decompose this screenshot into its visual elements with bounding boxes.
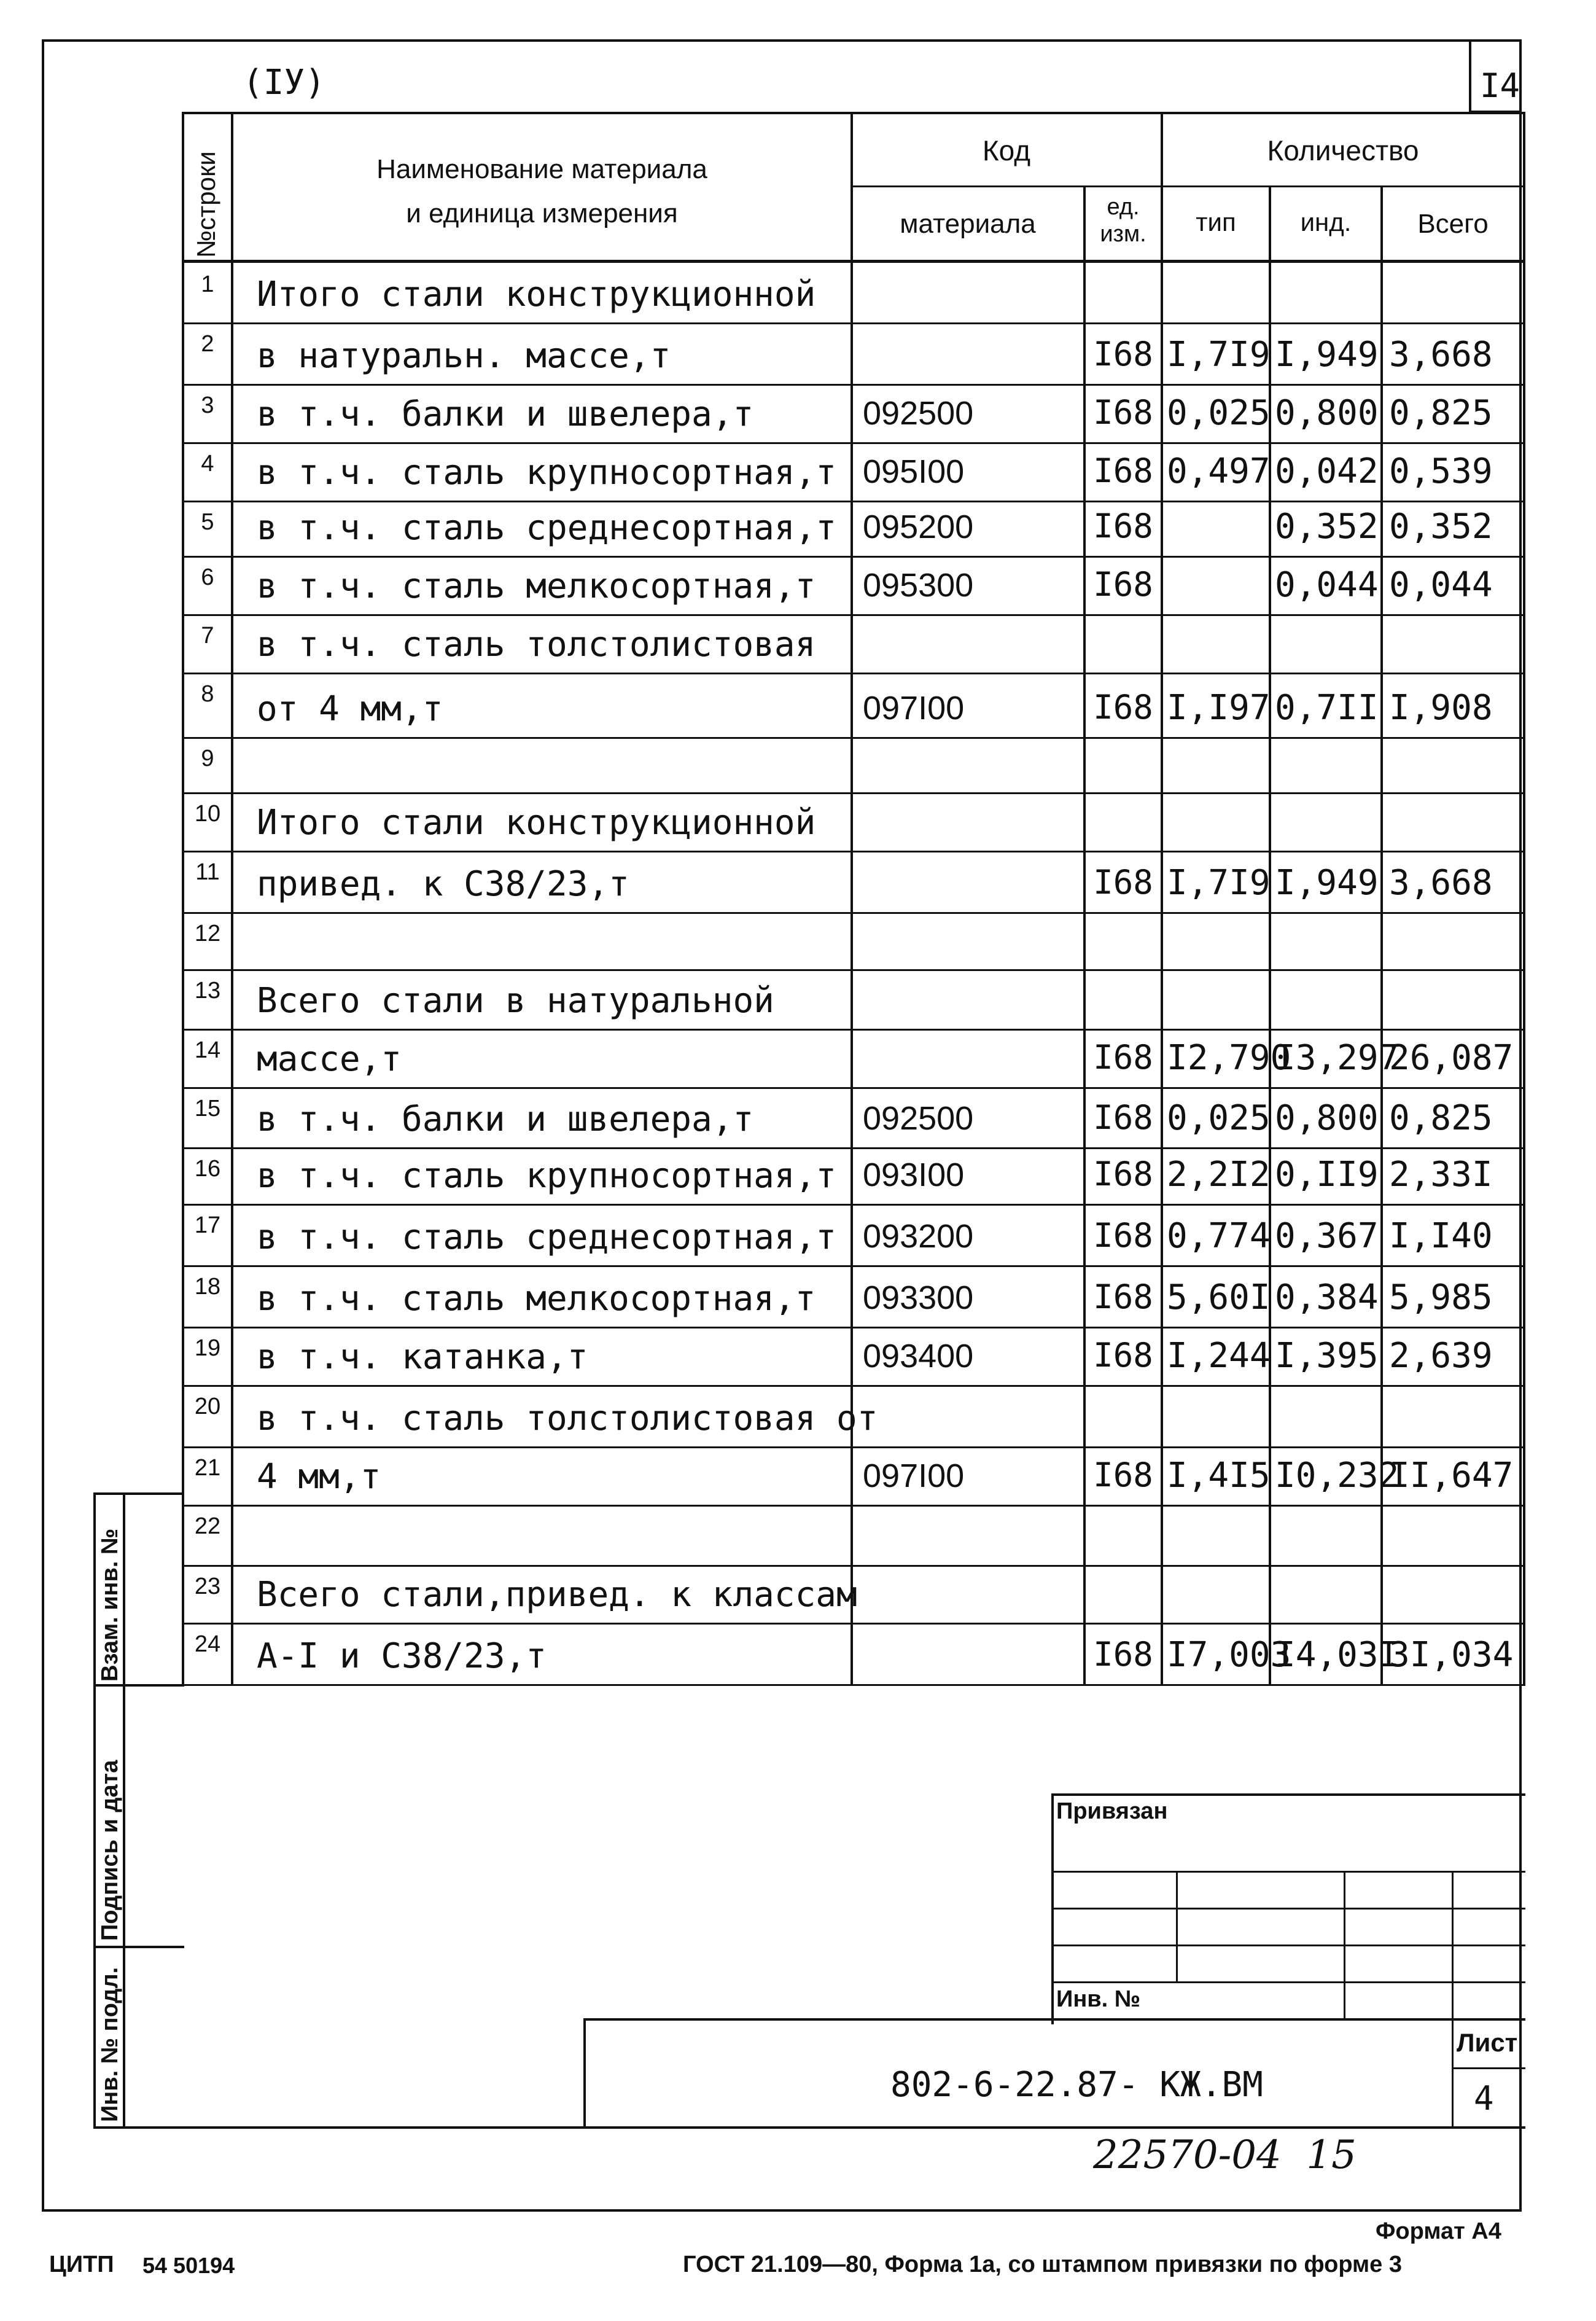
header-mid (851, 185, 1525, 187)
row-material-name: А-I и С38/23,т (257, 1636, 547, 1676)
row-separator (182, 442, 1525, 444)
row-qty-total: 3I,034 (1389, 1635, 1514, 1675)
stamp-h4 (1051, 1981, 1525, 1983)
row-qty-total: 0,825 (1389, 1098, 1493, 1138)
row-qty-type: 0,497 (1167, 451, 1271, 491)
row-number: 3 (201, 392, 214, 418)
row-qty-total: 0,352 (1389, 507, 1493, 547)
row-material-name: в т.ч. сталь среднесортная,т (257, 1217, 837, 1257)
row-number: 14 (194, 1037, 221, 1063)
header-row-number: №строки (192, 151, 220, 258)
row-material-code: 093400 (863, 1338, 974, 1375)
row-qty-ind: 0,800 (1275, 393, 1379, 433)
row-qty-type: 0,025 (1167, 393, 1271, 433)
row-number: 23 (194, 1574, 221, 1599)
row-number: 22 (194, 1513, 221, 1539)
row-unit-code: I68 (1093, 335, 1153, 373)
row-number: 18 (194, 1274, 221, 1300)
header-code-material: материала (900, 209, 1036, 239)
row-material-code: 092500 (863, 1100, 974, 1137)
row-material-name: массе,т (257, 1039, 402, 1079)
row-number: 8 (201, 681, 214, 707)
row-qty-total: 2,639 (1389, 1336, 1493, 1376)
header-qty-type: тип (1196, 208, 1236, 236)
side-line-2 (93, 1946, 184, 1948)
main-stamp-top (583, 2018, 1525, 2021)
row-number: 9 (201, 746, 214, 771)
row-material-name: в т.ч. сталь толстолистовая от (257, 1398, 878, 1438)
row-qty-total: I,908 (1389, 688, 1493, 728)
header-bottom (182, 260, 1525, 263)
row-number: 6 (201, 564, 214, 590)
row-material-name: в натуральн. массе,т (257, 336, 671, 376)
row-material-code: 095300 (863, 567, 974, 604)
row-separator (182, 912, 1525, 914)
row-unit-code: I68 (1093, 1336, 1153, 1375)
row-separator (182, 1029, 1525, 1031)
row-separator (182, 969, 1525, 971)
row-number: 5 (201, 509, 214, 535)
stamp-line-top (1051, 1793, 1525, 1796)
side-line-top (93, 1492, 184, 1495)
list-divider (1452, 2067, 1525, 2069)
stamp-h2 (1051, 1908, 1525, 1909)
row-material-name: в т.ч. сталь крупносортная,т (257, 453, 837, 493)
row-unit-code: I68 (1093, 565, 1153, 604)
row-material-name: Итого стали конструкционной (257, 275, 816, 314)
footer-gost: ГОСТ 21.109—80, Форма 1а, со штампом привязки по форме 3 (683, 2252, 1402, 2277)
label-podpis-data: Подпись и дата (97, 1760, 123, 1941)
stamp-h3 (1051, 1945, 1525, 1946)
row-number: 15 (194, 1096, 221, 1121)
main-stamp-left (583, 2018, 586, 2129)
row-qty-type: I,4I5 (1167, 1456, 1271, 1496)
row-qty-type: I,7I9 (1167, 863, 1271, 903)
row-separator (182, 1565, 1525, 1567)
row-separator (182, 1385, 1525, 1387)
row-material-name: в т.ч. сталь мелкосортная,т (257, 1279, 816, 1319)
row-number: 20 (194, 1394, 221, 1419)
row-qty-ind: 0,II9 (1275, 1155, 1379, 1195)
row-separator (182, 673, 1525, 674)
row-qty-type: I,244 (1167, 1336, 1271, 1376)
row-qty-type: I,7I9 (1167, 335, 1271, 375)
row-qty-ind: 0,042 (1275, 451, 1379, 491)
row-material-name: Итого стали конструкционной (257, 803, 816, 843)
row-qty-ind: I,949 (1275, 335, 1379, 375)
row-material-name: в т.ч. сталь мелкосортная,т (257, 566, 816, 606)
stamp-inv-no: Инв. № (1056, 1986, 1141, 2012)
label-vzam-inv: Взам. инв. № (97, 1528, 123, 1682)
col-line-code-left (851, 112, 853, 1684)
stamp-h1 (1051, 1871, 1525, 1873)
row-material-name: в т.ч. сталь толстолистовая (257, 625, 816, 665)
header-name: Наименование материала и единица измерения (376, 154, 707, 228)
row-separator (182, 792, 1525, 794)
row-qty-type: 5,60I (1167, 1278, 1271, 1317)
row-material-code: 095I00 (863, 453, 965, 490)
row-separator (182, 322, 1525, 324)
footer-org: ЦИТП (49, 2252, 114, 2277)
row-qty-ind: 0,352 (1275, 507, 1379, 547)
row-material-name: в т.ч. сталь крупносортная,т (257, 1156, 837, 1196)
row-qty-total: 0,044 (1389, 565, 1493, 605)
row-qty-ind: 0,367 (1275, 1216, 1379, 1256)
row-number: 10 (194, 801, 221, 827)
row-material-code: 093200 (863, 1218, 974, 1255)
row-unit-code: I68 (1093, 1216, 1153, 1255)
row-qty-total: II,647 (1389, 1456, 1514, 1496)
row-qty-type: I7,003 (1167, 1635, 1291, 1675)
row-qty-total: 2,33I (1389, 1155, 1493, 1195)
row-material-name: Всего стали в натуральной (257, 981, 774, 1021)
row-qty-ind: I4,03I (1275, 1635, 1399, 1675)
row-qty-ind: 0,800 (1275, 1098, 1379, 1138)
row-separator (182, 1505, 1525, 1507)
row-separator (182, 1684, 1525, 1686)
label-inv-podl: Инв. № подл. (97, 1967, 123, 2122)
row-qty-type: 0,774 (1167, 1216, 1271, 1256)
row-unit-code: I68 (1093, 1278, 1153, 1316)
frame-bottom (42, 2209, 1522, 2212)
row-qty-total: 0,825 (1389, 393, 1493, 433)
row-unit-code: I68 (1093, 688, 1153, 727)
row-material-name: от 4 мм,т (257, 689, 443, 729)
row-separator (182, 614, 1525, 616)
stamp-v2 (1344, 1871, 1345, 2018)
frame-top (42, 39, 1522, 42)
row-number: 1 (201, 271, 214, 297)
header-code-unit: ед. изм. (1100, 194, 1146, 247)
row-material-name: в т.ч. балки и швелера,т (257, 1099, 754, 1139)
corner-mark: (IУ) (243, 63, 325, 103)
stamp-v3 (1452, 1871, 1454, 2129)
row-separator (182, 851, 1525, 852)
row-unit-code: I68 (1093, 1635, 1153, 1674)
row-separator (182, 501, 1525, 502)
row-qty-total: 5,985 (1389, 1278, 1493, 1317)
row-separator (182, 737, 1525, 739)
col-line-name-left (231, 112, 233, 1684)
row-material-code: 095200 (863, 509, 974, 545)
row-qty-total: 0,539 (1389, 451, 1493, 491)
row-unit-code: I68 (1093, 1456, 1153, 1494)
row-qty-ind: 0,384 (1275, 1278, 1379, 1317)
frame-right (1519, 39, 1522, 2212)
row-material-code: 097I00 (863, 1457, 965, 1494)
row-number: 21 (194, 1455, 221, 1481)
row-qty-ind: I,949 (1275, 863, 1379, 903)
row-unit-code: I68 (1093, 507, 1153, 545)
row-material-name: привед. к С38/23,т (257, 864, 629, 904)
row-qty-ind: 0,7II (1275, 688, 1379, 728)
header-top (182, 112, 1525, 114)
row-unit-code: I68 (1093, 451, 1153, 490)
stamp-designation: 802-6-22.87- КЖ.ВМ (890, 2065, 1263, 2105)
row-qty-type: I,I97 (1167, 688, 1271, 728)
row-number: 13 (194, 978, 221, 1004)
row-number: 24 (194, 1631, 221, 1657)
row-number: 11 (195, 859, 220, 885)
row-material-code: 093I00 (863, 1157, 965, 1193)
row-number: 19 (194, 1335, 221, 1361)
header-code: Код (982, 135, 1031, 166)
row-qty-total: I,I40 (1389, 1216, 1493, 1256)
row-material-name: 4 мм,т (257, 1457, 381, 1497)
page-number: I4 (1480, 66, 1520, 105)
row-qty-total: 26,087 (1389, 1038, 1514, 1078)
stamp-v1 (1176, 1871, 1178, 1981)
stamp-list-label: Лист (1457, 2028, 1518, 2057)
handwritten-note: 22570-04 15 (1093, 2132, 1357, 2178)
stamp-privyazan: Привязан (1056, 1798, 1168, 1824)
side-line-a (93, 1492, 96, 2128)
row-material-code: 097I00 (863, 690, 965, 727)
stamp-list-value: 4 (1474, 2079, 1494, 2118)
stamp-bottom (182, 2126, 1525, 2129)
row-separator (182, 1204, 1525, 1206)
row-qty-ind: I,395 (1275, 1336, 1379, 1376)
row-qty-type: 2,2I2 (1167, 1155, 1271, 1195)
row-number: 4 (201, 451, 214, 477)
row-material-name: в т.ч. катанка,т (257, 1337, 588, 1377)
row-unit-code: I68 (1093, 1155, 1153, 1193)
header-qty: Количество (1267, 135, 1419, 166)
row-separator (182, 384, 1525, 386)
row-material-code: 092500 (863, 395, 974, 432)
footer-org-code: 54 50194 (142, 2253, 235, 2278)
row-qty-ind: I0,232 (1275, 1456, 1399, 1496)
row-separator (182, 556, 1525, 558)
row-number: 7 (201, 623, 214, 649)
col-line-right (1523, 112, 1525, 1684)
row-unit-code: I68 (1093, 393, 1153, 432)
header-qty-ind: инд. (1300, 208, 1352, 236)
header-qty-total: Всего (1417, 209, 1489, 239)
row-material-code: 093300 (863, 1279, 974, 1316)
row-separator (182, 1623, 1525, 1625)
row-number: 2 (201, 331, 214, 357)
row-qty-total: 3,668 (1389, 863, 1493, 903)
row-qty-ind: 0,044 (1275, 565, 1379, 605)
row-separator (182, 1327, 1525, 1328)
row-qty-total: 3,668 (1389, 335, 1493, 375)
row-qty-ind: I3,297 (1275, 1038, 1399, 1078)
frame-left (42, 39, 44, 2212)
row-unit-code: I68 (1093, 1038, 1153, 1077)
row-separator (182, 1147, 1525, 1149)
side-line-1 (93, 1684, 184, 1687)
row-separator (182, 1087, 1525, 1089)
row-qty-type: 0,025 (1167, 1098, 1271, 1138)
row-number: 16 (194, 1156, 221, 1182)
side-line-bottom (93, 2126, 184, 2129)
row-material-name: в т.ч. сталь среднесортная,т (257, 508, 837, 548)
row-material-name: в т.ч. балки и швелера,т (257, 394, 754, 434)
row-separator (182, 1265, 1525, 1267)
row-number: 12 (194, 921, 221, 946)
row-material-name: Всего стали,привед. к классам (257, 1575, 857, 1615)
row-unit-code: I68 (1093, 1098, 1153, 1137)
row-separator (182, 1446, 1525, 1448)
footer-format: Формат А4 (1376, 2218, 1501, 2244)
row-qty-type: I2,790 (1167, 1038, 1291, 1078)
row-unit-code: I68 (1093, 863, 1153, 902)
page-box-left (1469, 39, 1471, 113)
row-number: 17 (194, 1212, 221, 1238)
